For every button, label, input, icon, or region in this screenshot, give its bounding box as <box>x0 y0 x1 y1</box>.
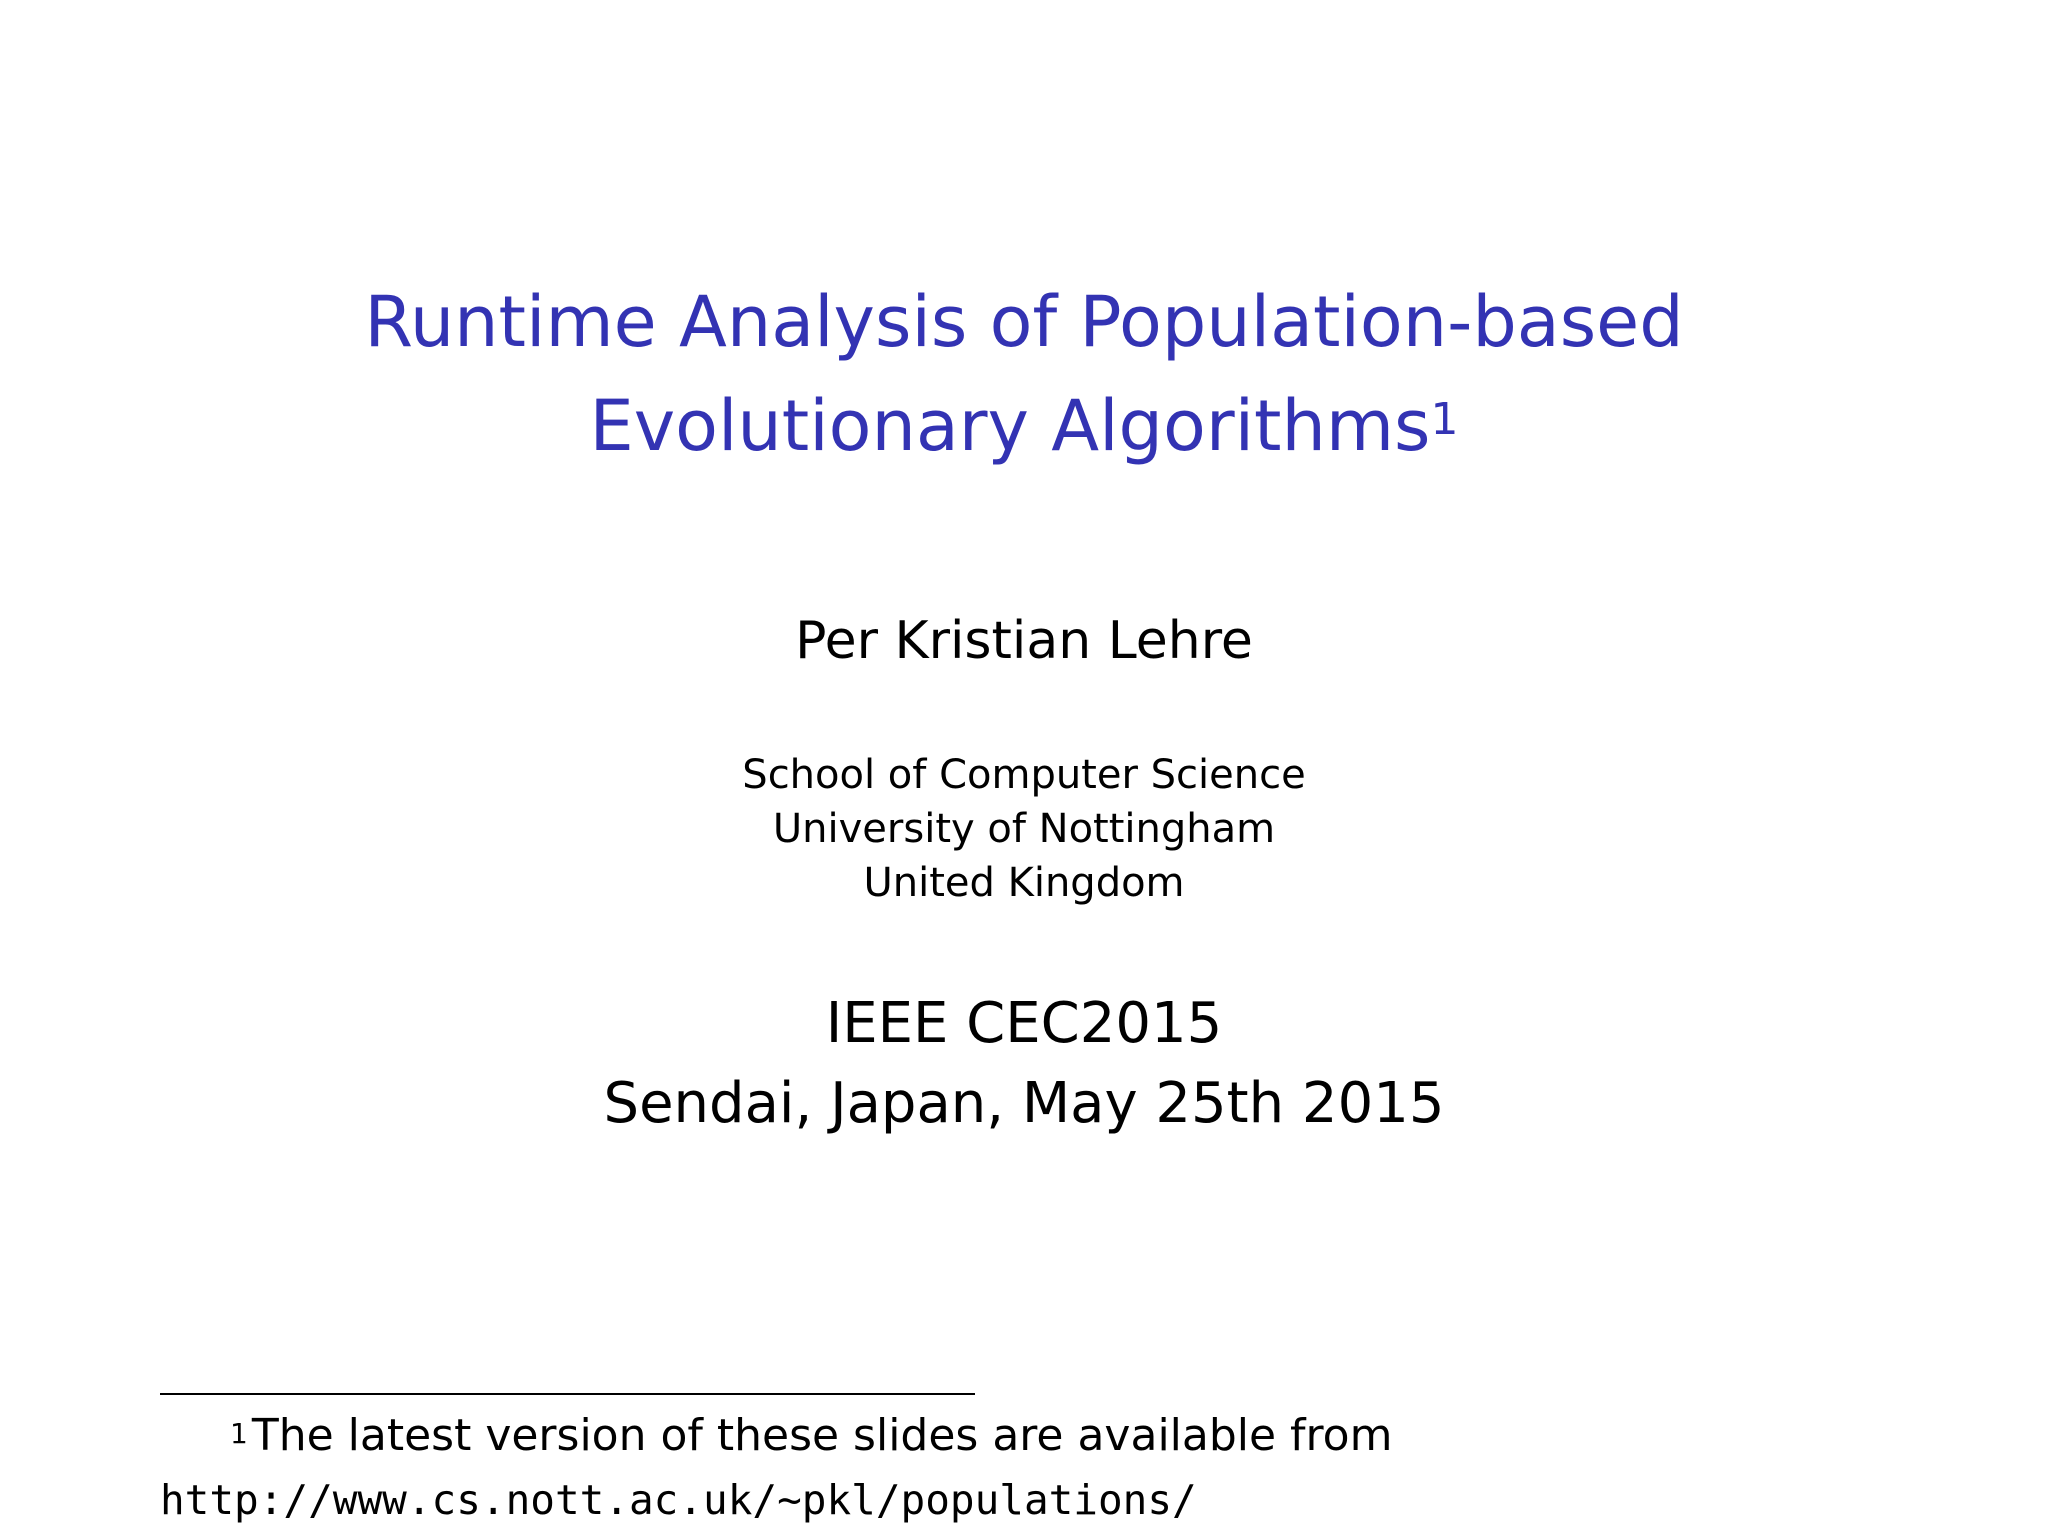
title-line-2-text: Evolutionary Algorithms <box>589 385 1431 467</box>
footnote-marker: 1 <box>230 1417 248 1450</box>
event-info <box>0 984 2048 1144</box>
footnote-divider <box>160 1393 975 1395</box>
footnote-text-line <box>160 1404 1960 1468</box>
author-name: Per Kristian Lehre <box>795 611 1253 671</box>
title-line-1: Runtime Analysis of Population-based <box>364 281 1684 363</box>
institute-school: School of Computer Science <box>742 752 1306 798</box>
event-location-date: Sendai, Japan, May 25th 2015 <box>603 1071 1445 1136</box>
institute-country: United Kingdom <box>863 860 1185 906</box>
title-footnote-marker[interactable]: 1 <box>1430 394 1459 445</box>
footnote-text: The latest version of these slides are available from <box>251 1410 1393 1461</box>
footnote-url-line <box>160 1468 1960 1532</box>
slides-url-link[interactable]: http://www.cs.nott.ac.uk/~pkl/populations/ <box>160 1476 1197 1524</box>
title-line-2 <box>0 374 2048 478</box>
slide-title <box>0 270 2048 478</box>
institute-university: University of Nottingham <box>772 806 1276 852</box>
institute <box>0 748 2048 910</box>
footnote <box>160 1404 1960 1532</box>
event-name: IEEE CEC2015 <box>825 991 1223 1056</box>
